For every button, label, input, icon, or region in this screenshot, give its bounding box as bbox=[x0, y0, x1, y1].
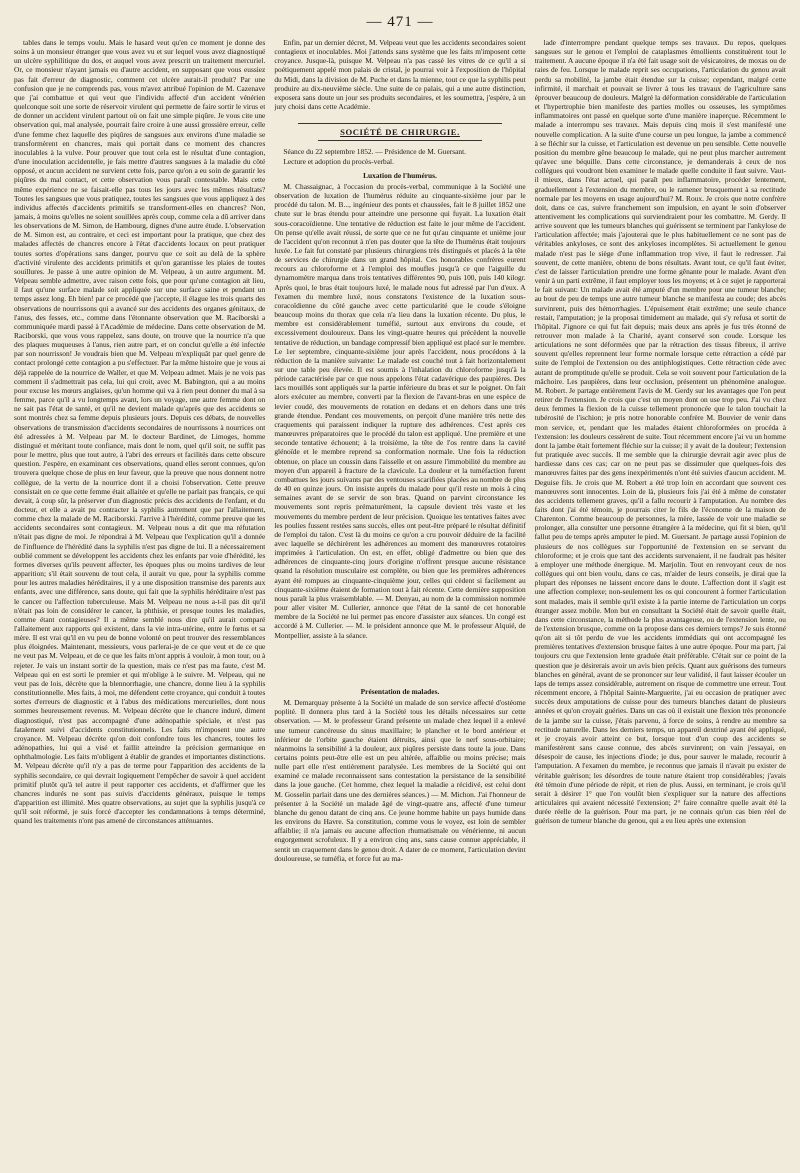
velpeau-conclusion-text: Enfin, par un dernier décret, M. Velpeau veut que les accidents secondaires soient contagieux et inoculables. Moi j'attends sans système que les faits m'imposent cette croyance. Jusque-là, puisque M. Velpeau n'a pas cassé les vitres de ce qu'il a si poétiquement appelé mon palais de cristal, je pourrai voir à l'exposition de l'hôpital du Midi, dans la division de M. Puche et dans la mienne, tout ce que la syphilis peut produire au dix-neuvième siècle. Une suite de ce palais, qui a une autre distinction, exposera sans doute un jour ses produits secondaires, et les soumettra, j'espère, à un jury choisi dans cette Académie. bbox=[274, 38, 526, 112]
luxation-report-text: M. Chassaignac, à l'occasion du procès-verbal, communique à la Société une observation de luxation de l'humérus réduite au cinquante-sixième jour par le procédé du talon. M. B..., ingénieur des ponts et chaussées, fait le 8 juillet 1852 une chute sur le bras étendu pour atteindre une personne qui fuyait. La luxation était sous-coracoïdienne. Une tentative de réduction est faite le jour même de l'accident. On pense qu'elle avait réussi, de sorte que ce ne fut qu'au cinquante et unième jour de l'accident qu'on reconnut à n'en pas douter que la tête de l'humérus était toujours luxée. Le fait fut constaté par plusieurs chirurgiens très distingués et placés à la tête de services de chirurgie dans un grand hôpital. Ces honorables confrères eurent recours au chloroforme et à l'emploi des moufles jusqu'à ce que l'aiguille du dynamomètre marqua dans trois tentatives différentes 90, puis 100, puis 140 kilogr. Après quoi, le bras était toujours luxé, le malade nous fut adressé par l'un d'eux. A l'examen du membre luxé, nous constatons l'existence de la luxation sous-coracoïdienne du côté gauche avec cette particularité que le coude s'éloigne beaucoup moins du thorax que cela n'a lieu dans la luxation récente. Du plus, le membre est considérablement tuméfié, surtout aux environs du coude, et excessivement douloureux. Dans les vingt-quatre heures qui précèdent la nouvelle tentative de réduction, un bandage compressif bien appliqué est placé sur le membre. Le 1er septembre, cinquante-sixième jour après l'accident, nous procédons à la réduction de la manière suivante: Le malade est couché tout à fait horizontalement sur une table peu élevée. Il est soumis à l'inhalation du chloroforme jusqu'à la période caractérisée par ce que nous appelons l'état cadavérique des paupières. Des lacs mouillés sont appliqués sur la partie inférieure du bras et sur le poignet. On fait alors exécuter au membre, converti par la flexion de l'avant-bras en une espèce de levier coudé, des mouvements de rotation en dedans et en dehors dans une très grande étendue. Pendant ces mouvements, on perçoit d'une manière très nette des craquements qui paraissent indiquer la rupture des adhérences. C'est après ces manœuvres préparatoires que le procédé du talon est appliqué. Une première et une seconde tentative échouent; à la troisième, la tête de l'os rentre dans la cavité glénoïde et le membre reprend sa conformation normale. Une fois la réduction obtenue, on place un coussin dans l'aisselle et on assure l'immobilité du membre au moyen d'un appareil à fracture de la clavicule. La douleur et la tuméfaction furent combattues les jours suivants par des ventouses scarifiées placées au nombre de plus de 40 en quinze jours. On insiste auprès du malade pour qu'il reste un mois à cinq semaines avant de se servir de son bras. Quand on parvint circonstance les mouvements sont repris prématurément, la capsule devient très vaste et les mouvements du membre perdent de leur précision. Quoique les tentatives faites avec les poulies fussent restées sans succès, elles ont peut-être préparé le résultat définitif de l'emploi du talon. C'est là du moins ce qu'on a cru pouvoir déduire de la facilité avec laquelle se déchirèrent les adhérences au moment des manœuvres rotatoires imprimées à l'articulation. On est, en effet, obligé d'admettre ou bien que des adhérences de cinquante-cinq jours d'origine n'offrent presque aucune résistance quand la résolution musculaire est complète, ou bien que les premières adhérences ayant été rompues au cinquante-cinquième jour, celles qui cèdent si facilement au cinquante-sixième étaient de formation tout à fait récente. Cette dernière supposition nous paraît la plus vraisemblable. — M. Denyau, au nom de la commission nommée pour aller visiter M. Cullerier, annonce que l'état de la santé de cet honorable membre de la Société ne lui permet pas encore d'assister aux séances. Un congé est accordé à M. Cullerier. — M. le président annonce que M. le professeur Alquié, de Montpellier, assiste à la séance. bbox=[274, 181, 526, 640]
subheading-luxation: Luxation de l'humérus. bbox=[363, 170, 437, 180]
column-left bbox=[14, 38, 265, 1153]
section-title: SOCIÉTÉ DE CHIRURGIE. bbox=[340, 127, 460, 138]
malades-report-text: M. Demarquay présente à la Société un malade de son service affecté d'ostéome poplité. Il donnera plus tard à la Société tous les détails nécessaires sur cette observation. — M. le professeur Grand présente un malade chez lequel il a enlevé une tumeur cancéreuse du sinus maxillaire; le plancher et le bord antérieur et inférieur de l'orbite gauche étaient détruits, ainsi que le nerf sous-orbitaire; néanmoins la sensibilité à la douleur, aux piqûres persiste dans toute la joue. Dans certains points peut-être elle est un peu altérée, affaiblie ou moins précise; mais nulle part elle n'est entièrement paralysée. Les membres de la Société qui ont examiné ce malade reconnaissent sans contestation la persistance de la sensibilité dans la joue gauche. (Cet homme, chez lequel la maladie a récidivé, est celui dont M. Gosselin parlait dans une des dernières séances.) — M. Michon. J'ai l'honneur de présenter à la Société un malade âgé de vingt-quatre ans, affecté d'une tumeur blanche du genou datant de cinq ans. Ce jeune homme habite un pays humide dans les environs du Havre. Sa constitution, comme vous le voyez, est loin de sembler affaiblie; il n'a jamais eu aucune affection rhumatismale ou vénérienne, ni aucun engorgement scrofuleux. Il y a environ cinq ans, sans cause connue appréciable, il sentit un craquement dans le genou droit. A dater de ce moment, l'articulation devint douloureuse, se tuméfia, et force fut au ma- bbox=[274, 698, 526, 863]
column-middle bbox=[274, 38, 525, 1153]
minutes-line: Lecture et adoption du procès-verbal. bbox=[283, 156, 394, 166]
section-divider-short bbox=[318, 140, 481, 141]
column-right bbox=[535, 38, 786, 1153]
page-number: — 471 — bbox=[366, 14, 434, 30]
subheading-presentation-malades: Présentation de malades. bbox=[360, 686, 440, 696]
three-column-body bbox=[14, 38, 786, 1153]
column-right-text: lade d'interrompre pendant quelque temps ses travaux. Du repos, quelques sangsues sur le genou et l'emploi de cataplasmes émollients constituèrent tout le traitement. A aucune époque il n'a été fait usage soit de vésicatoires, de moxas ou de raies de feu. Lorsque le malade reprit ses occupations, l'articulation du genou avait perdu sa mobilité, la jambe était étendue sur la cuisse; cependant, malgré cette infirmité, il marchait et pouvait se livrer à tous les travaux de l'agriculture sans éprouver beaucoup de douleurs. Malgré la déformation considérable de l'articulation et l'hypertrophie bien manifeste des parties molles ou osseuses, les symptômes inflammatoires ont passé en quelque sorte d'une manière inaperçue. Récemment le malade a interrompu ses travaux. Mais depuis cinq mois il s'est manifesté une nouvelle complication. A la suite d'une course un peu longue, la jambe a commencé à se fléchir sur la cuisse, et l'articulation est devenue un peu sensible. Cette nouvelle position du membre gêne beaucoup le malade, qui ne peut plus marcher autrement qu'avec une béquille. Dans cette circonstance, je demanderais à ceux de nos collègues qui voudront bien examiner le malade quelle conduite il faut suivre. Vaut-il mieux, dans l'état actuel, qui paraît peu inflammatoire, procéder lentement, graduellement à l'extension du membre, ou le ramener brusquement à sa rectitude normale par les moyens en usage aujourd'hui? M. Roux. Je crois que notre confrère doit, dans ce cas, suivre franchement son impulsion, en ayant le soin d'observer attentivement les complications qui surviendraient pour les combattre. M. Gerdy. Il arrive souvent que les tumeurs blanches qui guérissent se terminent par l'ankylose de l'articulation affectée; mais j'ajouterai que le plus habituellement ce ne sont pas de véritables ankyloses, ce sont des ankyloses incomplètes. Si actuellement le genou malade n'est pas le siège d'une inflammation trop vive, il faut le redresser. J'ai souvent, de cette manière, obtenu de bons résultats. Avant tout, ce qu'il faut éviter, c'est de laisser l'articulation prendre une forme gênante pour le malade. Avant d'en venir à un parti extrême, il faut employer tous les moyens; et à ce sujet je rapporterai le fait suivant: Un malade avait été amputé d'un membre pour une tumeur blanche; au bout de peu de temps une autre tumeur blanche se manifesta au coude; des abcès survinrent, puis des hémorrhagies. L'épuisement était extrême; une seule chance restait, l'amputation; je la proposai timidement au malade, qui s'y refusa et sortit de l'hôpital. J'ignore ce qui fut fait depuis; mais deux ans après je fus très étonné de retrouver mon malade à la Charité, ayant conservé son coude. Lorsque les articulations ne sont déformées que par la rétraction des tissus fibreux, il arrive souvent qu'elles reprennent leur forme normale lorsque cette rétraction a cédé par suite de l'emploi de l'extension ou des antiphlogistiques. Cette rétraction cède avec autant de promptitude qu'elle se produit. Cela se voit souvent pour l'articulation de la mâchoire. Les paupières, dans leur occlusion, présentent un phénomène analogue. M. Robert. Je partage entièrement l'avis de M. Gerdy sur les avantages que l'on peut retirer de l'extension. Je crois que c'est un moyen dont on use trop peu. J'ai vu chez deux femmes la flexion de la cuisse tellement prononcée que le talon touchait la tubérosité de l'ischion; je pris notre honorable confrère M. Bouvier de venir dans mon service, et, pendant que les malades étaient chloroformées on procéda à l'extension: les douleurs cessèrent de suite. Tout récemment encore j'ai vu un homme dont la jambe était fortement fléchie sur la cuisse; il y avait de la douleur; l'extension fut pratiquée avec succès. Il me semble que la chirurgie devrait agir avec plus de hardiesse dans ces cas; car on ne peut pas se dissimuler que quelques-fois des manœuvres faites par des gens inexpérimentés n'ont été suivies d'aucun accident. M. Deguise fils. Je crois que M. Robert a été trop loin en accordant que souvent ces manœuvres sont innocentes. Loin de là, plusieurs fois j'ai été à même de constater des accidents tellement graves, qu'il a fallu recourir à l'amputation. Au nombre des faits dont j'ai été témoin, je pourrais citer le fils de l'économe de la maison de Charenton. Comme beaucoup de personnes, la mère, lassée de voir une maladie se prolonger, alla consulter une personne étrangère à la médecine, qui fit si bien, qu'il fallut peu de temps après amputer le pied. M. Guersant. Je partage aussi l'opinion de plusieurs de nos collègues sur l'opportunité de l'extension en se servant du chloroforme; et je crois que tant des accidents survenaient, il ne faudrait pas hésiter à employer une méthode énergique. M. Marjolin. Tout en renvoyant ceux de nos collègues qui ont bien voulu, dans ce cas, m'aider de leurs conseils, je dirai que la plupart des réponses ne laissent encore dans le doute. L'affection dont il s'agit est une affection complexe; non-seulement les os qui concourent à former l'articulation sont malades, mais il semble qu'il existe à la partie interne de l'articulation un corps étranger assez mobile. Mon but en consultant la Société était de savoir quelle était, dans cette circonstance, la méthode la plus avantageuse, ou de l'extension lente, ou de l'extension brusque, comme on la propose dans ces derniers temps? Je suis étonné qu'on ait si tôt perdu de vue les accidents immédiats qui ont accompagné les premières tentatives d'extension brusque faites à une autre époque. Pour ma part, j'ai toujours cru que l'extension lente graduée était préférable. C'était sur ce point de la question que je désirerais avoir un avis bien précis. Quant aux guérisons des tumeurs blanches en général, avant de se prononcer sur leur validité, il faut laisser écouler un laps de temps assez considérable, autrement on risque de commettre une erreur. Tout récemment encore, à l'hôpital Sainte-Marguerite, j'ai eu occasion de pratiquer avec succès deux amputations de cuisse pour des tumeurs blanches datant de plusieurs années et qu'on croyait guéries. Dans un cas où il existait une flexion très prononcée de la jambe sur la cuisse, j'étais parvenu, à force de soins, à rendre au membre sa rectitude naturelle. Dans les derniers temps, un appareil dextriné ayant été appliqué, et je croyais avoir atteint ce but, lorsque tout d'un coup des accidents se manifestèrent sans cause connue, des abcès survinrent; on vain j'essayai, en désespoir de cause, les injections d'iode; je dus, pour sauver le malade, recourir à l'amputation. A l'examen du membre, je reconnus que jamais il n'avait pu exister de véritable guérison; les désordres de toute nature étaient trop considérables; j'avais été témoin d'une période de répit, et rien de plus. Aussi, en terminant, je crois qu'il serait à désirer 1° que l'on voulût bien s'expliquer sur la nature des affections articulaires qui avaient nécessité l'extension; 2° faire connaître quelle avait été la durée réelle de la guérison. Pour ma part, je ne connais qu'un cas bien réel de guérison de tumeur blanche du genou, qui a eu lieu après une extension bbox=[534, 38, 786, 826]
session-line: Séance du 22 septembre 1852. — Présidence de M. Guersant. bbox=[283, 147, 466, 157]
section-divider bbox=[298, 123, 501, 124]
column-left-text: tables dans le temps voulu. Mais le hasard veut qu'en ce moment je donne des soins à un monsieur étranger que vous avez vu et sur lequel vous avez diagnostiqué un ulcère syphilitique du dos, et auquel vous avez prescrit un traitement mercuriel. Or, ce monsieur n'ayant jamais eu d'autre accident, en supposant que vous eussiez pas fait d'erreur de diagnostic, comment cet ulcère aurait-il produit? Par une confusion que je ne comprends pas, vous m'avez attribué l'opinion de M. Cazenave que j'ai combattue et qui veut que l'individu affecté d'un accident vénérien quelconque soit une sorte de réservoir virulent qui permette de faire sortir le virus et de donner un accident virulent partout où on fait une simple piqûre. Je vous cite une observation qui, mal analysée, pourrait faire croire à une aussi grossière erreur, celle d'une femme chez laquelle des piqûres de sangsues aux environs d'une maladie se transformèrent en chancres, mais qui portait dans ce moment des chancres inoculables à la vulve. Pour prouver que tout cela est le résultat d'une contagion, d'une inoculation accidentelle, je fais mettre d'autres sangsues à la maladie du côté opposé, et aucun accident ne survient cette fois, parce qu'on a eu soin de garantir les piqûres du mal contact, et cette observation vous paraît contestable. Mais cette même expérience ne se faisait-elle pas tous les jours avec les mêmes résultats? Toutes les sangsues que vous pratiquez, toutes les sangsues que vous appliquez à des individus affectés d'accidents primitifs se transforment-elles en chancres? Non, jamais, à moins qu'elles ne soient souillées après coup, comme cela a dû arriver dans les observations de M. Simon, de Hambourg, dignes d'une autre étude. L'observation de M. Simon est, au contraire, et ceci est important pour la pratique, que chez des malades affectés de chancres encore à l'état d'accidents locaux on peut pratiquer toutes sortes d'opérations sans danger, pourvu que ce soit au delà de la sphère d'activité virulente des accidents primitifs et qu'on garantisse les plaies de toutes souillures. Je passe à une autre opinion de M. Velpeau, à un autre argument. M. Velpeau semble admettre, avec raison cette fois, que pour qu'une contagion ait lieu, il faut qu'une surface malade soit appliquée sur une surface saine et pendant un temps assez long. Eh bien! par ce procédé que j'accepte, il élague les trois quarts des observations de nourrissons qui a avancé sur des accidents des organes génitaux, de l'anus, des fesses, etc., comme dans l'étonnante observation que M. Raciborski a communiquée mardi passé à l'Académie de médecine. Dans cette observation de M. Raciborski, que vous vous rappelez, sans doute, on trouve que la nourrice n'a que des plaques muqueuses à l'anus, rien autre part, et on conclut qu'elle a été infectée par son nourrisson! Je voudrais bien que M. Velpeau m'expliquât par quel genre de contact prolongé cette contagion a pu s'effectuer. Par la même histoire que je vous ai déjà rappelée de la nourrice de Waller, et que M. Velpeau admet. Mais je ne vois pas comment il s'admettrait pas cela, lui qui croit, avec M. Babington, qui a au moins pour excuse les mœurs anglaises, qu'un homme qui va à rien peut donner du mal à sa femme, parce qu'il a vu longtemps avant, lors un voyage, une autre femme dont on ne sait pas l'état de santé, et qu'il ne devient malade qu'après que des accidents se sont montrés chez sa femme depuis plusieurs jours. Depuis ces débats, de nouvelles observations de transmission d'accidents secondaires de nourrissons à nourrices ont été adressées à M. Velpeau par M. le docteur Bardinet, de Limoges, homme distingué et méritant toute confiance, mais dont le nom, quel qu'il soit, ne suffit pas pour le mettre, plus que tout autre, à l'abri des erreurs et facilités dans cette obscure question. J'espère, en examinant ces observations, quand elles seront connues, qu'on trouvera quelque chose de plus en leur faveur, que la preuve que nous donnent notre collègue, de la vertu de la nourrice dont il a choisi l'observation. Cette preuve consistait en ce que cette femme était allaitée et qu'elle ne parlait pas français, ce qui devait, à coup sûr, la préserver d'un diagnostic précis des accidents de l'enfant, et du docteur, et elle a avait pu contracter la syphilis autrement que par l'allaitement, comme chez la malade de M. Raciborski. J'arrive à l'hérédité, comme preuve que les accidents secondaires sont contagieux. M. Velpeau nous a dit que ma réfutation n'était pas digne de moi. Je répondrai à M. Velpeau que l'explication qu'il a donnée de l'influence de l'hérédité dans la syphilis n'est pas digne de lui. Il a nécessairement oublié comment se développent les accidents chez les enfants par voie d'hérédité, les formes diverses qu'ils peuvent affecter, les époques plus ou moins tardives de leur apparition; s'il était souvenu de tout cela, il aurait vu que, pour la syphilis comme pour les autres maladies héréditaires, il y a une disposition transmise des parents aux enfants, avec une différence, sans doute, qui fait que la syphilis héréditaire n'est pas le cancer ou l'affection tuberculeuse. Mais M. Velpeau ne nous a-t-il pas dit qu'il n'était pas loin de considérer le cancer, la phthisie, et presque toutes les maladies, comme étant contagieuses? Il a même semblé nous dire qu'il aurait comparé l'allaitement aux rapports qui existent, dans la vie intra-utérine, entre le fœtus et sa mère. Il est vrai qu'il en vu peu de bonne volonté on peut trouver des ressemblances plus éloignées. Maintenant, messieurs, vous parlerai-je de ce que veut et de ce que ne veut pas M. Velpeau, et de ce que les faits m'ont appris à vouloir, à mon tour, ou à rejeter. Je vais un instant sortir de la question, mais ce n'est pas ma faute, c'est M. Velpeau qui en est sorti le premier et qui m'oblige à le suivre. M. Velpeau, qui ne veut pas de lois, décrète que la blennorrhagie, une chancre, donne lieu à la syphilis constitutionnelle. Mes faits, à moi, me défendent cette croyance, qui conduit à toutes sortes d'erreurs de diagnostic et à l'abus des médications mercurielles, dont nous sommes heureusement revenus. M. Velpeau décrète que le chancre induré, diment diagnostiqué, n'est pas accompagné d'une adénopathie spéciale, et n'est pas fatalement suivi d'accidents constitutionnels. Les faits m'imposent une autre croyance. M. Velpeau décrète qu'on doit confondre tous les chancres, toutes les adénopathies, lui qui a visé et faillit atteindre la précision germanique en ophthalmologie. Les faits m'obligent à établir de grandes et importantes distinctions. M. Velpeau décrète qu'il n'y a pas de terme pour l'apparition des accidents de la syphilis secondaire, ce qui devrait logiquement l'empêcher de savoir à quel accident primitif plutôt qu'à tel autre il peut rapporter ces accidents, et d'affirmer que les chancres indurés ne sont pas suivis d'accidents généraux, puisque le temps d'apparition est illimité. Mes quatre observations, au sujet que la syphilis jusqu'à ce qu'il soit réformé, je suis forcé d'accepter les condamnations à temps déterminé, quand les traitements n'ont pas amené de circonstances atténuantes. bbox=[14, 38, 266, 826]
